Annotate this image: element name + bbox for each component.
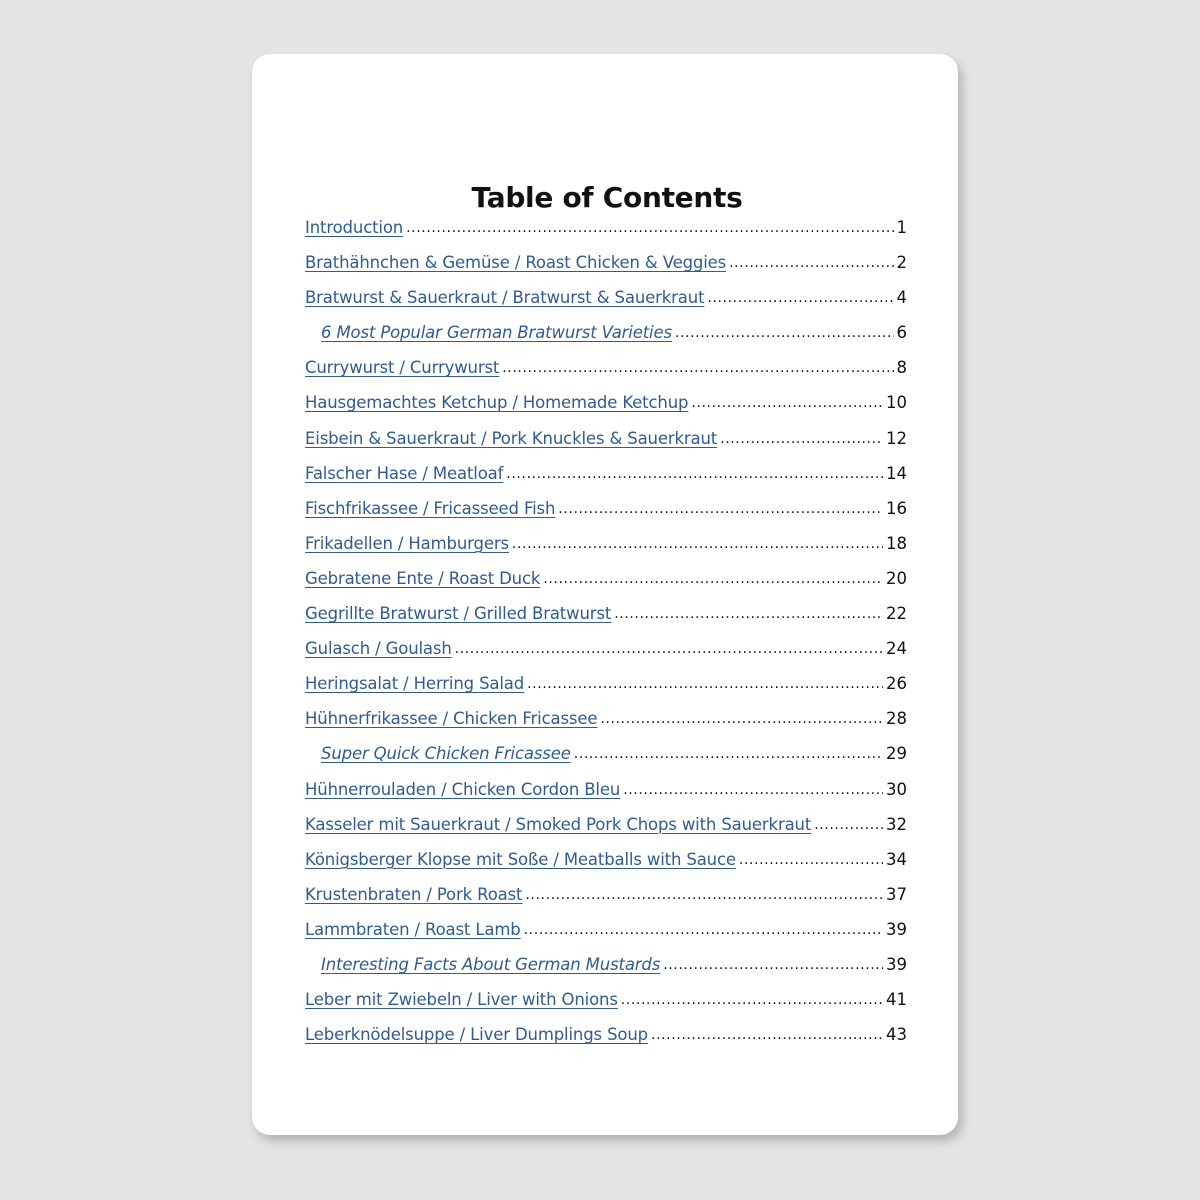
toc-entry-link[interactable]: Hausgemachtes Ketchup / Homemade Ketchup bbox=[305, 393, 689, 413]
toc-page-number: 28 bbox=[886, 709, 907, 729]
toc-entry bbox=[305, 812, 907, 847]
toc-page-number: 2 bbox=[896, 253, 907, 273]
dot-leader bbox=[720, 426, 883, 452]
toc-entry bbox=[305, 777, 907, 812]
toc-entry bbox=[305, 917, 907, 952]
dot-leader bbox=[675, 320, 894, 346]
toc-page-number: 18 bbox=[886, 533, 907, 553]
toc-entry-link[interactable]: Heringsalat / Herring Salad bbox=[305, 674, 525, 694]
toc-page-number: 6 bbox=[896, 323, 907, 343]
dot-leader bbox=[663, 952, 883, 978]
toc-entry-link[interactable]: Brathähnchen & Gemüse / Roast Chicken & Veggies bbox=[305, 253, 727, 273]
table-of-contents bbox=[305, 215, 907, 1057]
toc-page-number: 41 bbox=[886, 990, 907, 1010]
toc-entry-link[interactable]: Krustenbraten / Pork Roast bbox=[305, 884, 523, 904]
toc-entry-link[interactable]: Kasseler mit Sauerkraut / Smoked Pork Chops with Sauerkraut bbox=[305, 814, 812, 834]
dot-leader bbox=[502, 355, 893, 381]
dot-leader bbox=[739, 847, 883, 873]
dot-leader bbox=[574, 741, 883, 767]
toc-entry bbox=[305, 706, 907, 741]
dot-leader bbox=[455, 636, 883, 662]
toc-page-number: 14 bbox=[886, 463, 907, 483]
toc-entry-link[interactable]: Gegrillte Bratwurst / Grilled Bratwurst bbox=[305, 604, 612, 624]
toc-entry-link[interactable]: Gebratene Ente / Roast Duck bbox=[305, 568, 541, 588]
toc-entry bbox=[305, 987, 907, 1022]
toc-entry-link[interactable]: Leber mit Zwiebeln / Liver with Onions bbox=[305, 990, 618, 1010]
dot-leader bbox=[621, 987, 883, 1013]
toc-page-number: 34 bbox=[886, 849, 907, 869]
toc-entry bbox=[305, 250, 907, 285]
toc-page-number: 39 bbox=[886, 919, 907, 939]
toc-entry bbox=[305, 496, 907, 531]
toc-entry bbox=[305, 531, 907, 566]
toc-page-number: 24 bbox=[886, 639, 907, 659]
toc-page-number: 32 bbox=[886, 814, 907, 834]
toc-subentry bbox=[305, 320, 907, 355]
toc-page-number: 39 bbox=[886, 954, 907, 974]
toc-page-number: 43 bbox=[886, 1025, 907, 1045]
document-page bbox=[252, 54, 958, 1135]
toc-entry bbox=[305, 882, 907, 917]
toc-subentry-link[interactable]: Interesting Facts About German Mustards bbox=[321, 954, 661, 974]
toc-page-number: 20 bbox=[886, 568, 907, 588]
toc-page-number: 29 bbox=[886, 744, 907, 764]
toc-page-number: 16 bbox=[886, 498, 907, 518]
dot-leader bbox=[527, 671, 883, 697]
dot-leader bbox=[506, 461, 883, 487]
page-title: Table of Contents bbox=[471, 181, 743, 214]
toc-entry-link[interactable]: Lammbraten / Roast Lamb bbox=[305, 919, 521, 939]
toc-entry-link[interactable]: Falscher Hase / Meatloaf bbox=[305, 463, 504, 483]
dot-leader bbox=[623, 777, 883, 803]
dot-leader bbox=[691, 390, 883, 416]
toc-entry bbox=[305, 1022, 907, 1057]
toc-entry-link[interactable]: Hühnerfrikassee / Chicken Fricassee bbox=[305, 709, 598, 729]
toc-entry bbox=[305, 601, 907, 636]
toc-page-number: 12 bbox=[886, 428, 907, 448]
toc-entry-link[interactable]: Currywurst / Currywurst bbox=[305, 358, 500, 378]
toc-entry bbox=[305, 390, 907, 425]
dot-leader bbox=[707, 285, 893, 311]
dot-leader bbox=[406, 215, 893, 241]
toc-entry bbox=[305, 355, 907, 390]
toc-entry bbox=[305, 426, 907, 461]
toc-entry bbox=[305, 285, 907, 320]
toc-entry-link[interactable]: Eisbein & Sauerkraut / Pork Knuckles & Sauerkraut bbox=[305, 428, 718, 448]
toc-entry-link[interactable]: Introduction bbox=[305, 218, 404, 237]
dot-leader bbox=[525, 882, 883, 908]
dot-leader bbox=[729, 250, 893, 276]
toc-entry bbox=[305, 671, 907, 706]
toc-entry bbox=[305, 847, 907, 882]
toc-page-number: 22 bbox=[886, 604, 907, 624]
toc-page-number: 10 bbox=[886, 393, 907, 413]
toc-subentry bbox=[305, 952, 907, 987]
toc-page-number: 8 bbox=[896, 358, 907, 378]
toc-entry-link[interactable]: Leberknödelsuppe / Liver Dumplings Soup bbox=[305, 1025, 649, 1045]
dot-leader bbox=[558, 496, 883, 522]
toc-entry-link[interactable]: Königsberger Klopse mit Soße / Meatballs with Sauce bbox=[305, 849, 736, 869]
toc-entry-link[interactable]: Gulasch / Goulash bbox=[305, 639, 452, 659]
toc-subentry-link[interactable]: Super Quick Chicken Fricassee bbox=[321, 744, 571, 764]
toc-subentry-link[interactable]: 6 Most Popular German Bratwurst Varieties bbox=[321, 323, 672, 343]
toc-entry bbox=[305, 461, 907, 496]
toc-entry bbox=[305, 215, 907, 250]
dot-leader bbox=[614, 601, 883, 627]
dot-leader bbox=[543, 566, 883, 592]
toc-entry bbox=[305, 566, 907, 601]
toc-entry-link[interactable]: Hühnerrouladen / Chicken Cordon Bleu bbox=[305, 779, 621, 799]
toc-entry-link[interactable]: Bratwurst & Sauerkraut / Bratwurst & Sauerkraut bbox=[305, 288, 705, 308]
dot-leader bbox=[524, 917, 883, 943]
toc-page-number: 30 bbox=[886, 779, 907, 799]
dot-leader bbox=[600, 706, 883, 732]
toc-entry-link[interactable]: Frikadellen / Hamburgers bbox=[305, 533, 509, 553]
toc-page-number: 26 bbox=[886, 674, 907, 694]
dot-leader bbox=[651, 1022, 883, 1048]
toc-subentry bbox=[305, 741, 907, 776]
toc-entry-link[interactable]: Fischfrikassee / Fricasseed Fish bbox=[305, 498, 556, 518]
toc-page-number: 4 bbox=[896, 288, 907, 308]
toc-entry bbox=[305, 636, 907, 671]
toc-page-number: 1 bbox=[896, 218, 907, 237]
dot-leader bbox=[512, 531, 883, 557]
toc-page-number: 37 bbox=[886, 884, 907, 904]
dot-leader bbox=[814, 812, 883, 838]
